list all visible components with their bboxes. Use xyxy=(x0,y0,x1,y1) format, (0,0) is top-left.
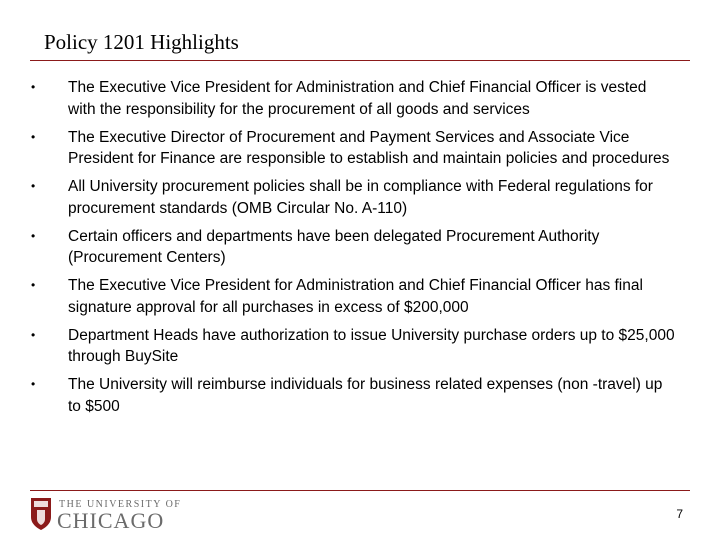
shield-icon xyxy=(30,497,52,531)
bullet-item xyxy=(0,77,678,120)
bullet-marker: • xyxy=(31,327,36,342)
bullet-marker: • xyxy=(31,278,36,292)
bullet-text: The Executive Director of Procurement and Payment Services and Associate Vice President for Finance are responsible to establish and maintain policies and procedures xyxy=(68,128,670,167)
bullet-text: The Executive Vice President for Administration and Chief Financial Officer is vested with the responsibility for the procurement of all goods and services xyxy=(68,79,647,118)
bullet-item xyxy=(0,176,678,219)
bullet-item xyxy=(0,127,678,170)
bullet-marker: • xyxy=(31,377,36,391)
footer-divider xyxy=(30,490,690,491)
bullet-text: The University will reimburse individuals for business related expenses (non -travel) up to $500 xyxy=(68,376,663,415)
bullet-marker: • xyxy=(31,228,36,243)
bullet-marker: • xyxy=(31,129,36,144)
slide-title: Policy 1201 Highlights xyxy=(44,30,239,54)
bullet-item xyxy=(0,226,678,269)
bullet-marker: • xyxy=(31,80,36,94)
bullet-list xyxy=(0,77,720,424)
bullet-text: Department Heads have authorization to issue University purchase orders up to $25,000 through BuySite xyxy=(68,326,675,365)
title-divider xyxy=(30,60,690,61)
page-number: 7 xyxy=(676,507,683,521)
university-logo xyxy=(30,497,190,533)
bullet-item xyxy=(0,325,678,368)
logo-text-main: CHICAGO xyxy=(57,508,165,533)
bullet-text: Certain officers and departments have been delegated Procurement Authority (Procurement Centers) xyxy=(68,227,600,266)
bullet-text: The Executive Vice President for Administration and Chief Financial Officer has final signature approval for all purchases in excess of $200,000 xyxy=(68,277,643,316)
logo-text-top: THE UNIVERSITY OF xyxy=(59,499,182,510)
bullet-item xyxy=(0,275,678,318)
bullet-marker: • xyxy=(31,179,36,193)
bullet-item xyxy=(0,374,678,417)
bullet-text: All University procurement policies shall be in compliance with Federal regulations for procurement standards (OMB Circular No. A-110) xyxy=(68,178,653,217)
